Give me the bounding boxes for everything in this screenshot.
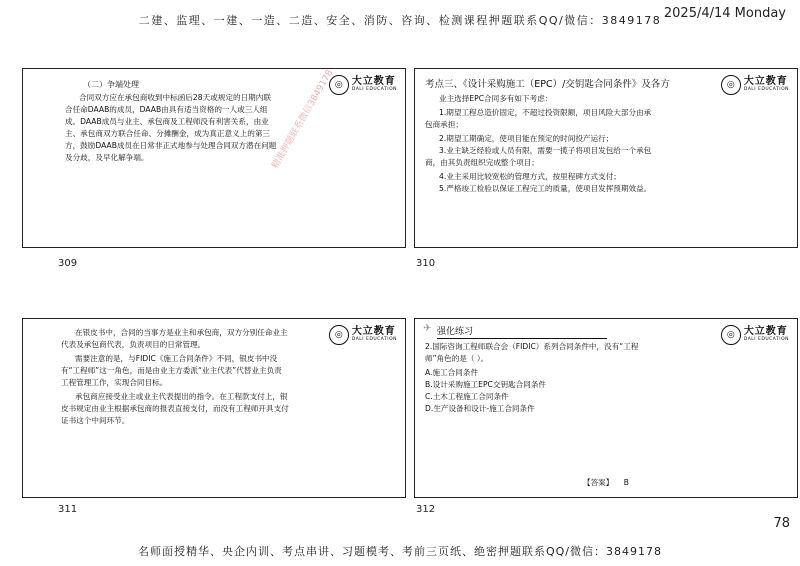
logo-name: 大立教育 <box>351 76 396 88</box>
slide-309-paragraph: 合同双方应在承包商收到中标函后28天或规定的日期内联合任命DAAB的成员，DAAB由具有适当资格的一人或三人组成。DAAB成员与业主、承包商及工程师没有利害关系，由业主、承包商双方联合任命、分摊酬金，成为真正意义上的第三方，鼓励DAAB成员在日常非正式地参与处理合同双方潜在问题及分歧，及早化解争端。 <box>65 93 277 162</box>
slide-312-body <box>425 341 647 415</box>
page-number: 78 <box>773 516 790 531</box>
slide-311 <box>22 318 406 498</box>
list-item: 3.业主缺乏经验或人员有限，需要一揽子将项目发包给一个承包商，由其负责组织完成整个项目； <box>425 146 652 167</box>
logo-name: 大立教育 <box>743 326 788 338</box>
slide-311-paragraph: 需要注意的是，与FIDIC《施工合同条件》不同，银皮书中没有“工程师”这一角色，而是由业主方委派“业主代表”代替业主负责工程管理工作，实现合同目标。 <box>61 354 282 387</box>
option-b: B.设计采购施工EPC交钥匙合同条件 <box>425 380 547 389</box>
slide-310-body <box>425 93 657 195</box>
airplane-icon: ✈ <box>423 323 432 334</box>
slide-309 <box>22 68 406 248</box>
slide-309-heading: （二）争端处理 <box>83 80 139 89</box>
option-a: A.施工合同条件 <box>425 368 479 377</box>
logo-english: DALI EDUCATION <box>743 87 789 93</box>
slide-312-title: 强化练习 <box>437 324 607 339</box>
list-item: 2.期望工期确定，使项目能在预定的时间投产运行； <box>439 134 614 143</box>
logo <box>329 75 397 95</box>
answer <box>583 477 629 488</box>
list-item: 5.严格竣工检验以保证工程完工的质量，使项目发挥预期效益。 <box>439 184 652 193</box>
slide-312 <box>414 318 798 498</box>
answer-label: 【答案】 <box>583 478 614 487</box>
logo <box>721 325 789 345</box>
slide-310-title: 考点三、《设计采购施工（EPC）/交钥匙合同条件》及各方 <box>425 79 670 90</box>
logo-icon: ◎ <box>721 325 741 345</box>
logo-english: DALI EDUCATION <box>743 337 789 343</box>
answer-value: B <box>623 478 630 487</box>
header-title: 二建、监理、一建、一造、二造、安全、消防、咨询、检测课程押题联系QQ/微信：3849178 <box>138 14 662 27</box>
list-item: 1.期望工程总造价固定，不超过投资限额，项目风险大部分由承包商承担； <box>425 108 652 129</box>
header-date: 2025/4/14 Monday <box>663 6 786 21</box>
question-text: 2.国际咨询工程师联合会（FIDIC）系列合同条件中，没有“工程师”角色的是（ ）。 <box>425 342 639 363</box>
slide-number: 310 <box>416 258 436 269</box>
logo-icon: ◎ <box>329 325 349 345</box>
option-d: D.生产设备和设计-施工合同条件 <box>425 404 535 413</box>
footer-text: 名师面授精华、央企内训、考点串讲、习题模考、考前三页纸、绝密押题联系QQ/微信：3849178 <box>137 545 662 558</box>
slide-number: 311 <box>58 504 78 515</box>
slide-311-paragraph: 承包商应接受业主或业主代表提出的指令。在工程款支付上，银皮书规定由业主根据承包商的报表直接支付，而没有工程师开具支付证书这个中间环节。 <box>61 392 289 425</box>
logo-icon: ◎ <box>329 75 349 95</box>
logo-name: 大立教育 <box>743 76 788 88</box>
logo-icon: ◎ <box>721 75 741 95</box>
slide-310 <box>414 68 798 248</box>
slide-number: 312 <box>416 504 436 515</box>
logo <box>721 75 789 95</box>
list-item: 4.业主采用比较宽松的管理方式，按里程碑方式支付； <box>439 172 621 181</box>
slide-number: 309 <box>58 258 78 269</box>
logo <box>329 325 397 345</box>
logo-english: DALI EDUCATION <box>351 87 397 93</box>
slide-309-body <box>65 79 277 164</box>
slide-310-intro: 业主选择EPC合同多有如下考虑： <box>439 94 553 103</box>
slide-311-body <box>61 327 289 427</box>
watermark: 精准押题联系微信3849178 <box>270 68 336 171</box>
option-c: C.土木工程施工合同条件 <box>425 392 509 401</box>
logo-english: DALI EDUCATION <box>351 337 397 343</box>
logo-name: 大立教育 <box>351 326 396 338</box>
slide-311-paragraph: 在银皮书中，合同的当事方是业主和承包商，双方分别任命业主代表及承包商代表，负责项目的日常管理。 <box>61 328 288 349</box>
